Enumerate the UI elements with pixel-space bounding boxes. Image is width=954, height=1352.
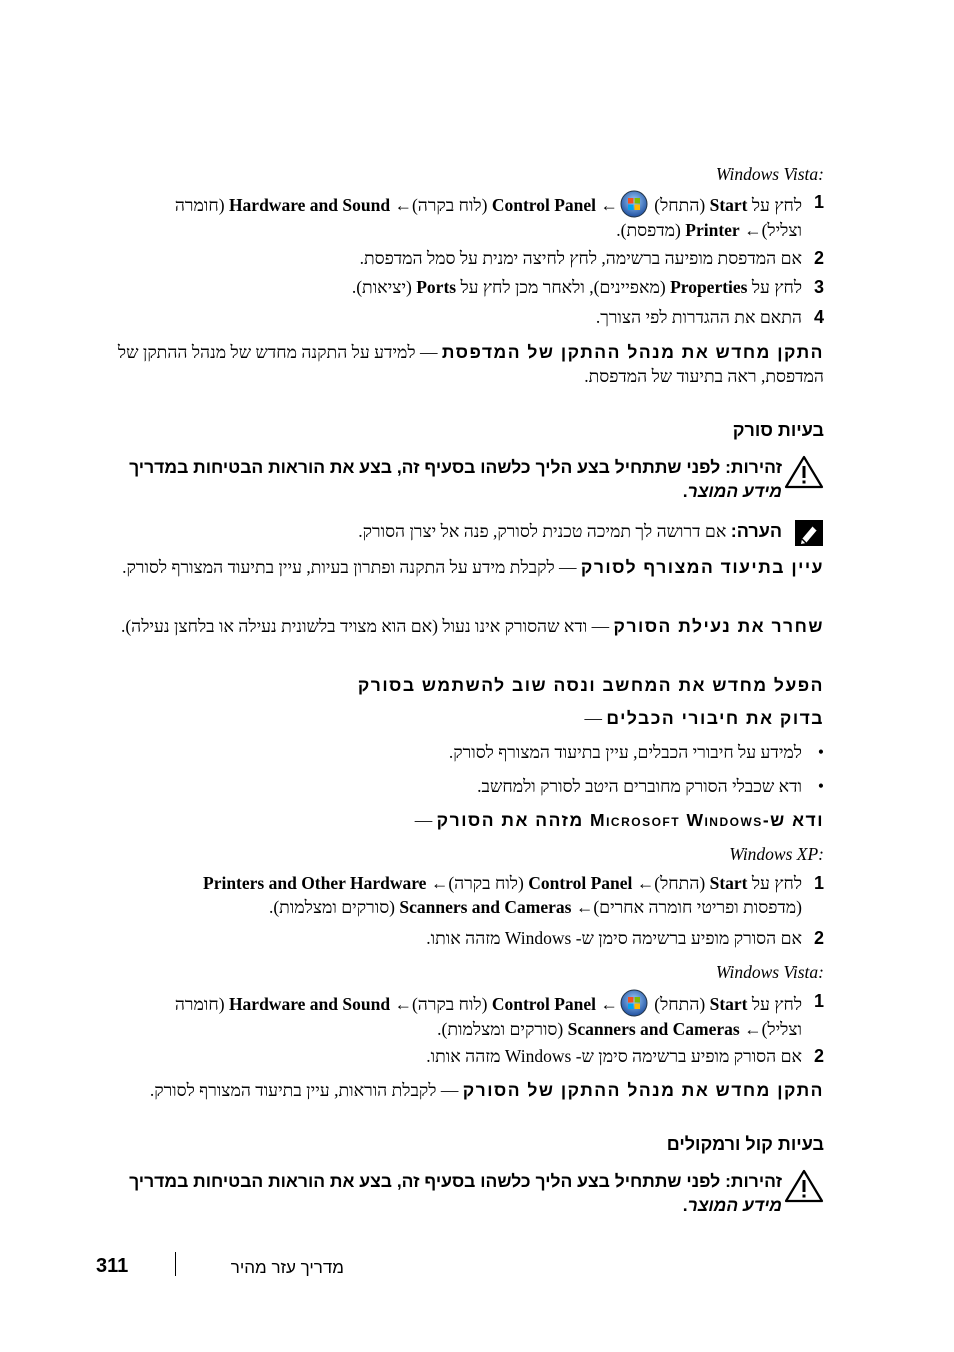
windows-start-icon (620, 190, 648, 218)
vista-heading: :Windows Vista (715, 164, 824, 184)
sound-problems-heading: בעיות קול ורמקולים (666, 1134, 824, 1154)
windows-start-icon (620, 989, 648, 1017)
caution-icon (782, 455, 824, 495)
footer-title: מדריך עזר מהיר (230, 1258, 344, 1277)
vista2-step-2: 2 אם הסורק מופיע ברשימה סימן ש- Windows מזהה אותו. (426, 1046, 824, 1066)
xp-step-1: 1 לחץ על Start (התחל)← Control Panel (לוח בקרה)← Printers and Other Hardware (מדפסות ופריטי חומרה אחרים)← Scanners and Cameras (סורקים ומצלמות). (203, 873, 824, 917)
page-number: 311 (96, 1255, 129, 1277)
vista-step-4: 4 התאם את ההגדרות לפי הצורך. (595, 307, 824, 327)
vista2-step-1: 1 לחץ על Start (התחל) ← Control Panel (לוח בקרה)← Hardware and Sound (חומרה וצליל)← Scanners and Cameras (סורקים ומצלמות). (174, 991, 824, 1039)
scanner-problems-heading: בעיות סורק (732, 420, 824, 440)
list-item: • ודא שכבלי הסורק מחוברים היטב לסורק ולמחשב. (477, 776, 824, 796)
vista-step-3: 3 לחץ על Properties (מאפיינים), ולאחר מכן לחץ על Ports (יציאות). (351, 277, 824, 297)
xp-heading: :Windows XP (729, 844, 824, 864)
scanner-note: הערה: אם דרושה לך תמיכה טכנית לסורק, פנה אל יצרן הסורק. (100, 519, 824, 553)
scanner-caution: זהירות: לפני שתתחיל בצע הליך כלשהו בסעיף זה, בצע את הוראות הבטיחות במדריך מידע המוצר. (100, 455, 824, 503)
windows-recognizes-scanner-paragraph: ודא ש-Microsoft Windows מזהה את הסורק — (414, 810, 824, 830)
step-number: 1 (813, 192, 824, 212)
vista2-heading: :Windows Vista (715, 962, 824, 982)
scanner-documentation-paragraph: עיין בתיעוד המצורף לסורק — לקבלת מידע על התקנה ופתרון בעיות, עיין בתיעוד המצורף לסורק. (122, 557, 824, 577)
vista-step-2: 2 אם המדפסת מופיעה ברשימה, לחץ לחיצה ימנית על סמל המדפסת. (359, 248, 824, 268)
scanner-unlock-paragraph: שחרר את נעילת הסורק — ודא שהסורק אינו נעול (אם הוא מצויד בלשונית נעילה או בלחצן נעילה). (120, 616, 824, 636)
reinstall-printer-paragraph: התקן מחדש את מנהל ההתקן של המדפסת — למידע על התקנה מחדש של מנהל ההתקן של המדפסת, ראה בתיעוד של המדפסת. (117, 342, 824, 386)
reinstall-scanner-paragraph: התקן מחדש את מנהל ההתקן של הסורק — לקבלת הוראות, עיין בתיעוד המצורף לסורק. (149, 1080, 824, 1100)
caution-icon (782, 1169, 824, 1209)
vista-step-1: 1 לחץ על Start (התחל) ← Control Panel (לוח בקרה)← Hardware and Sound (חומרה וצליל)← Printer (מדפסת). (174, 192, 824, 240)
footer-divider (175, 1252, 176, 1276)
list-item: • למידע על חיבורי הכבלים, עיין בתיעוד המצורף לסורק. (448, 742, 824, 762)
sound-caution: זהירות: לפני שתתחיל בצע הליך כלשהו בסעיף זה, בצע את הוראות הבטיחות במדריך מידע המוצר. (100, 1169, 824, 1217)
note-pencil-icon (782, 519, 824, 553)
scanner-cables-paragraph: בדוק את חיבורי הכבלים — (584, 708, 824, 728)
scanner-restart-paragraph: הפעל מחדש את המחשב ונסה שוב להשתמש בסורק (357, 675, 824, 695)
xp-step-2: 2 אם הסורק מופיע ברשימה סימן ש- Windows מזהה אותו. (426, 928, 824, 948)
